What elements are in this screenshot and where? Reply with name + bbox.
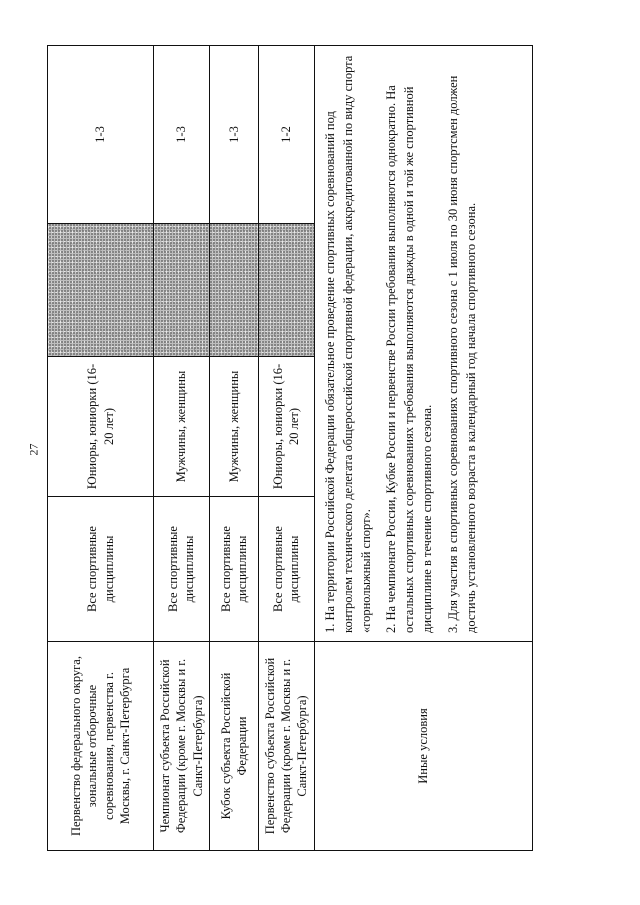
competition-cell: Кубок субъекта Российской Федерации bbox=[209, 642, 258, 851]
table-row bbox=[209, 46, 258, 851]
shaded-cell bbox=[209, 224, 258, 357]
rotated-table-container bbox=[47, 46, 533, 851]
competition-cell: Первенство субъекта Российской Федерации (кроме г. Москвы и г. Санкт-Петербурга) bbox=[258, 642, 314, 851]
disciplines-cell: Все спортивные дисциплины bbox=[209, 497, 258, 642]
note-3: 3. Для участия в спортивных соревнованиях спортивного сезона с 1 июля по 30 июня спортсмен должен достичь установленного возраста в календарный год начала спортивного сезона. bbox=[445, 75, 478, 633]
disciplines-cell: Все спортивные дисциплины bbox=[154, 497, 210, 642]
shaded-cell bbox=[154, 224, 210, 357]
other-conditions-row bbox=[314, 46, 532, 851]
limit-cell: 1-3 bbox=[48, 46, 154, 224]
note-2: 2. На чемпионате России, Кубке России и первенстве России требования выполняются однократно. На остальных спортивных соревнованиях требования выполняются дважды в одной и той же спортивной дисциплине в течение спортивного сезона. bbox=[384, 85, 435, 633]
participants-cell: Мужчины, женщины bbox=[154, 357, 210, 497]
note-1: 1. На территории Российской Федерации обязательное проведение спортивных соревнований под контролем технического делегата общероссийской спортивной федерации, аккредитованной по виду спорта «горнолыжный спорт». bbox=[322, 55, 373, 633]
other-conditions-label: Иные условия bbox=[314, 642, 532, 851]
table-row bbox=[258, 46, 314, 851]
limit-cell: 1-2 bbox=[258, 46, 314, 224]
participants-cell: Юниоры, юниорки (16-20 лет) bbox=[48, 357, 154, 497]
disciplines-cell: Все спортивные дисциплины bbox=[48, 497, 154, 642]
limit-cell: 1-3 bbox=[154, 46, 210, 224]
page-number: 27 bbox=[26, 443, 41, 456]
competition-cell: Чемпионат субъекта Российской Федерации (кроме г. Москвы и г. Санкт-Петербурга) bbox=[154, 642, 210, 851]
participants-cell: Мужчины, женщины bbox=[209, 357, 258, 497]
disciplines-cell: Все спортивные дисциплины bbox=[258, 497, 314, 642]
shaded-cell bbox=[258, 224, 314, 357]
shaded-cell bbox=[48, 224, 154, 357]
participants-cell: Юниоры, юниорки (16-20 лет) bbox=[258, 357, 314, 497]
requirements-table bbox=[47, 45, 533, 851]
limit-cell: 1-3 bbox=[209, 46, 258, 224]
table-row bbox=[154, 46, 210, 851]
other-conditions-notes bbox=[314, 46, 532, 642]
table-row bbox=[48, 46, 154, 851]
competition-cell: Первенство федерального округа, зональные отборочные соревнования, первенства г. Москвы, г. Санкт-Петербурга bbox=[48, 642, 154, 851]
